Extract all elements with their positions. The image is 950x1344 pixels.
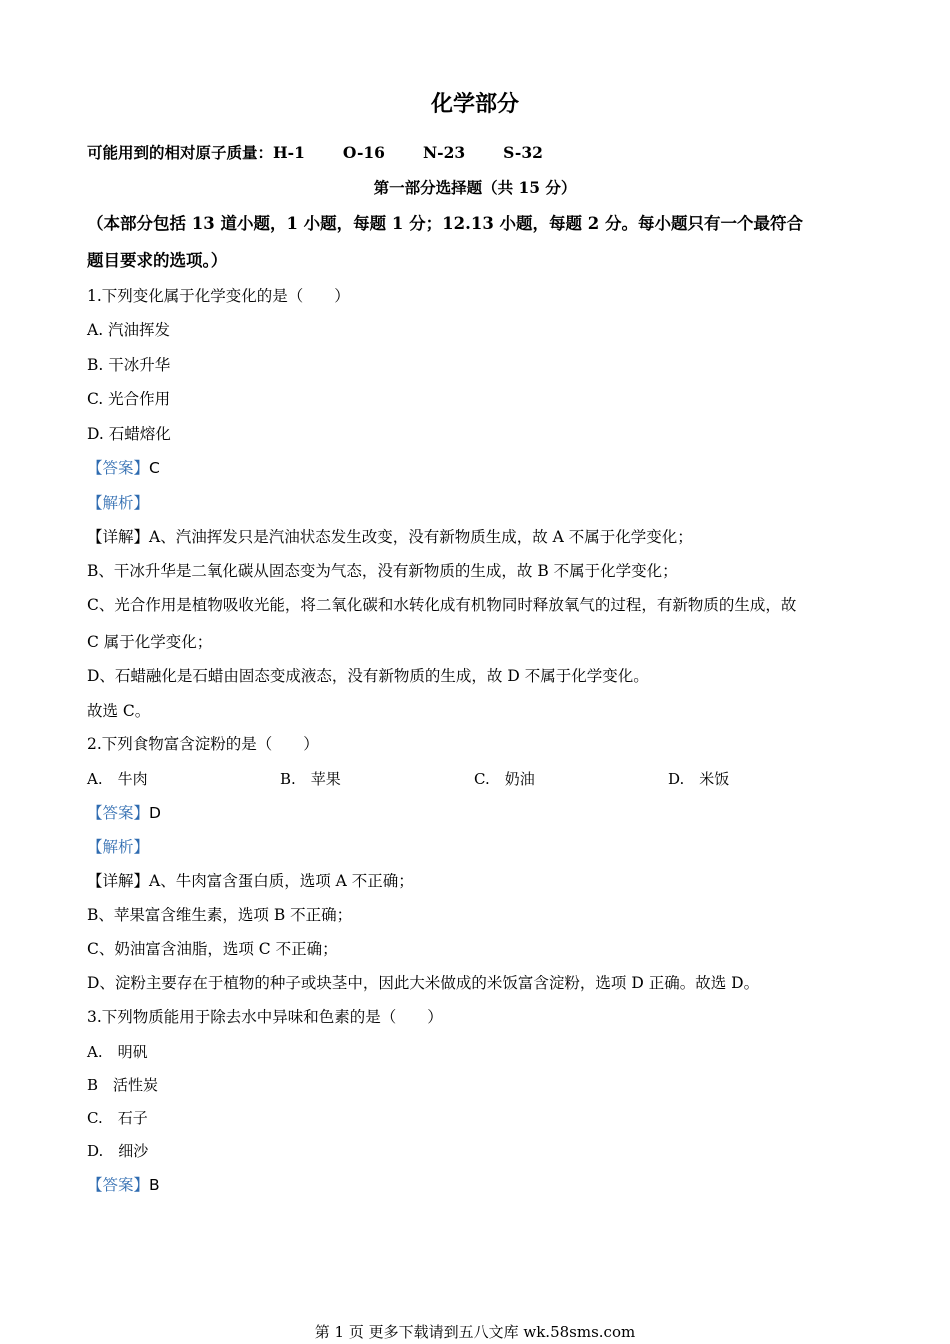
- page-footer: 第 1 页 更多下载请到五八文库 wk.58sms.com: [314, 1323, 636, 1341]
- q2-answer-value: D: [149, 804, 161, 822]
- answer-tag: 【答案】: [87, 1176, 150, 1194]
- q1-option-c: C. 光合作用: [87, 390, 171, 408]
- q3-option-b: B 活性炭: [87, 1076, 159, 1094]
- q1-analysis-tag: 【解析】: [87, 494, 150, 512]
- q1-option-b: B. 干冰升华: [87, 356, 171, 374]
- q1-detail-line-2: B、干冰升华是二氧化碳从固态变为气态，没有新物质的生成，故 B 不属于化学变化；: [87, 562, 678, 580]
- q1-option-a: A. 汽油挥发: [87, 321, 171, 339]
- q1-detail-line-5: D、石蜡融化是石蜡由固态变成液态，没有新物质的生成，故 D 不属于化学变化。: [87, 667, 649, 685]
- q1-detail-line-4: C 属于化学变化；: [87, 633, 213, 651]
- instructions-line-2: 题目要求的选项。）: [87, 251, 228, 270]
- detail-tag: 【详解】: [87, 872, 150, 890]
- answer-tag: 【答案】: [87, 804, 150, 822]
- q2-detail-line-3: C、奶油富含油脂，选项 C 不正确；: [87, 940, 338, 958]
- q2-option-c: C. 奶油: [474, 770, 535, 788]
- q1-detail-line-6: 故选 C。: [87, 702, 151, 720]
- q2-detail-line-1: 【详解】A、牛肉富含蛋白质，选项 A 不正确；: [87, 872, 414, 890]
- q3-stem: 3.下列物质能用于除去水中异味和色素的是（ ）: [87, 1008, 443, 1026]
- q2-option-d: D. 米饭: [668, 770, 730, 788]
- atomic-mass-o: O-16: [342, 143, 385, 162]
- q1-answer-value: C: [149, 459, 160, 477]
- section-title: 第一部分选择题（共 15 分）: [373, 178, 577, 197]
- q2-detail-line-2: B、苹果富含维生素，选项 B 不正确；: [87, 906, 353, 924]
- atomic-mass-h: H-1: [273, 143, 305, 162]
- q2-stem: 2.下列食物富含淀粉的是（ ）: [87, 735, 319, 753]
- q3-option-c: C. 石子: [87, 1109, 148, 1127]
- atomic-mass-s: S-32: [503, 143, 543, 162]
- q2-detail-line-4: D、淀粉主要存在于植物的种子或块茎中，因此大米做成的米饭富含淀粉，选项 D 正确。故选 D。: [87, 974, 760, 992]
- q2-option-b: B. 苹果: [280, 770, 341, 788]
- q3-answer: [87, 1175, 160, 1195]
- q2-option-a: A. 牛肉: [87, 770, 148, 788]
- answer-tag: 【答案】: [87, 459, 150, 477]
- q1-detail-line-1: 【详解】A、汽油挥发只是汽油状态发生改变，没有新物质生成，故 A 不属于化学变化；: [87, 528, 693, 546]
- q1-option-d: D. 石蜡熔化: [87, 425, 171, 443]
- q2-answer: [87, 803, 161, 823]
- q2-analysis-tag: 【解析】: [87, 838, 150, 856]
- q1-answer: [87, 458, 160, 478]
- atomic-mass-line: [87, 143, 543, 163]
- q3-option-a: A. 明矾: [87, 1043, 148, 1061]
- q1-stem: 1.下列变化属于化学变化的是（ ）: [87, 287, 350, 305]
- q3-answer-value: B: [149, 1176, 160, 1194]
- q1-detail-line-3: C、光合作用是植物吸收光能，将二氧化碳和水转化成有机物同时释放氧气的过程，有新物质的生成，故: [87, 596, 797, 614]
- detail-tag: 【详解】: [87, 528, 150, 546]
- instructions-line-1: （本部分包括 13 道小题，1 小题，每题 1 分；12.13 小题，每题 2 分。每小题只有一个最符合: [87, 214, 804, 233]
- atomic-mass-n: N-23: [422, 143, 466, 162]
- atomic-mass-label: 可能用到的相对原子质量：: [87, 143, 274, 162]
- q3-option-d: D. 细沙: [87, 1142, 149, 1160]
- page-title: 化学部分: [430, 91, 519, 117]
